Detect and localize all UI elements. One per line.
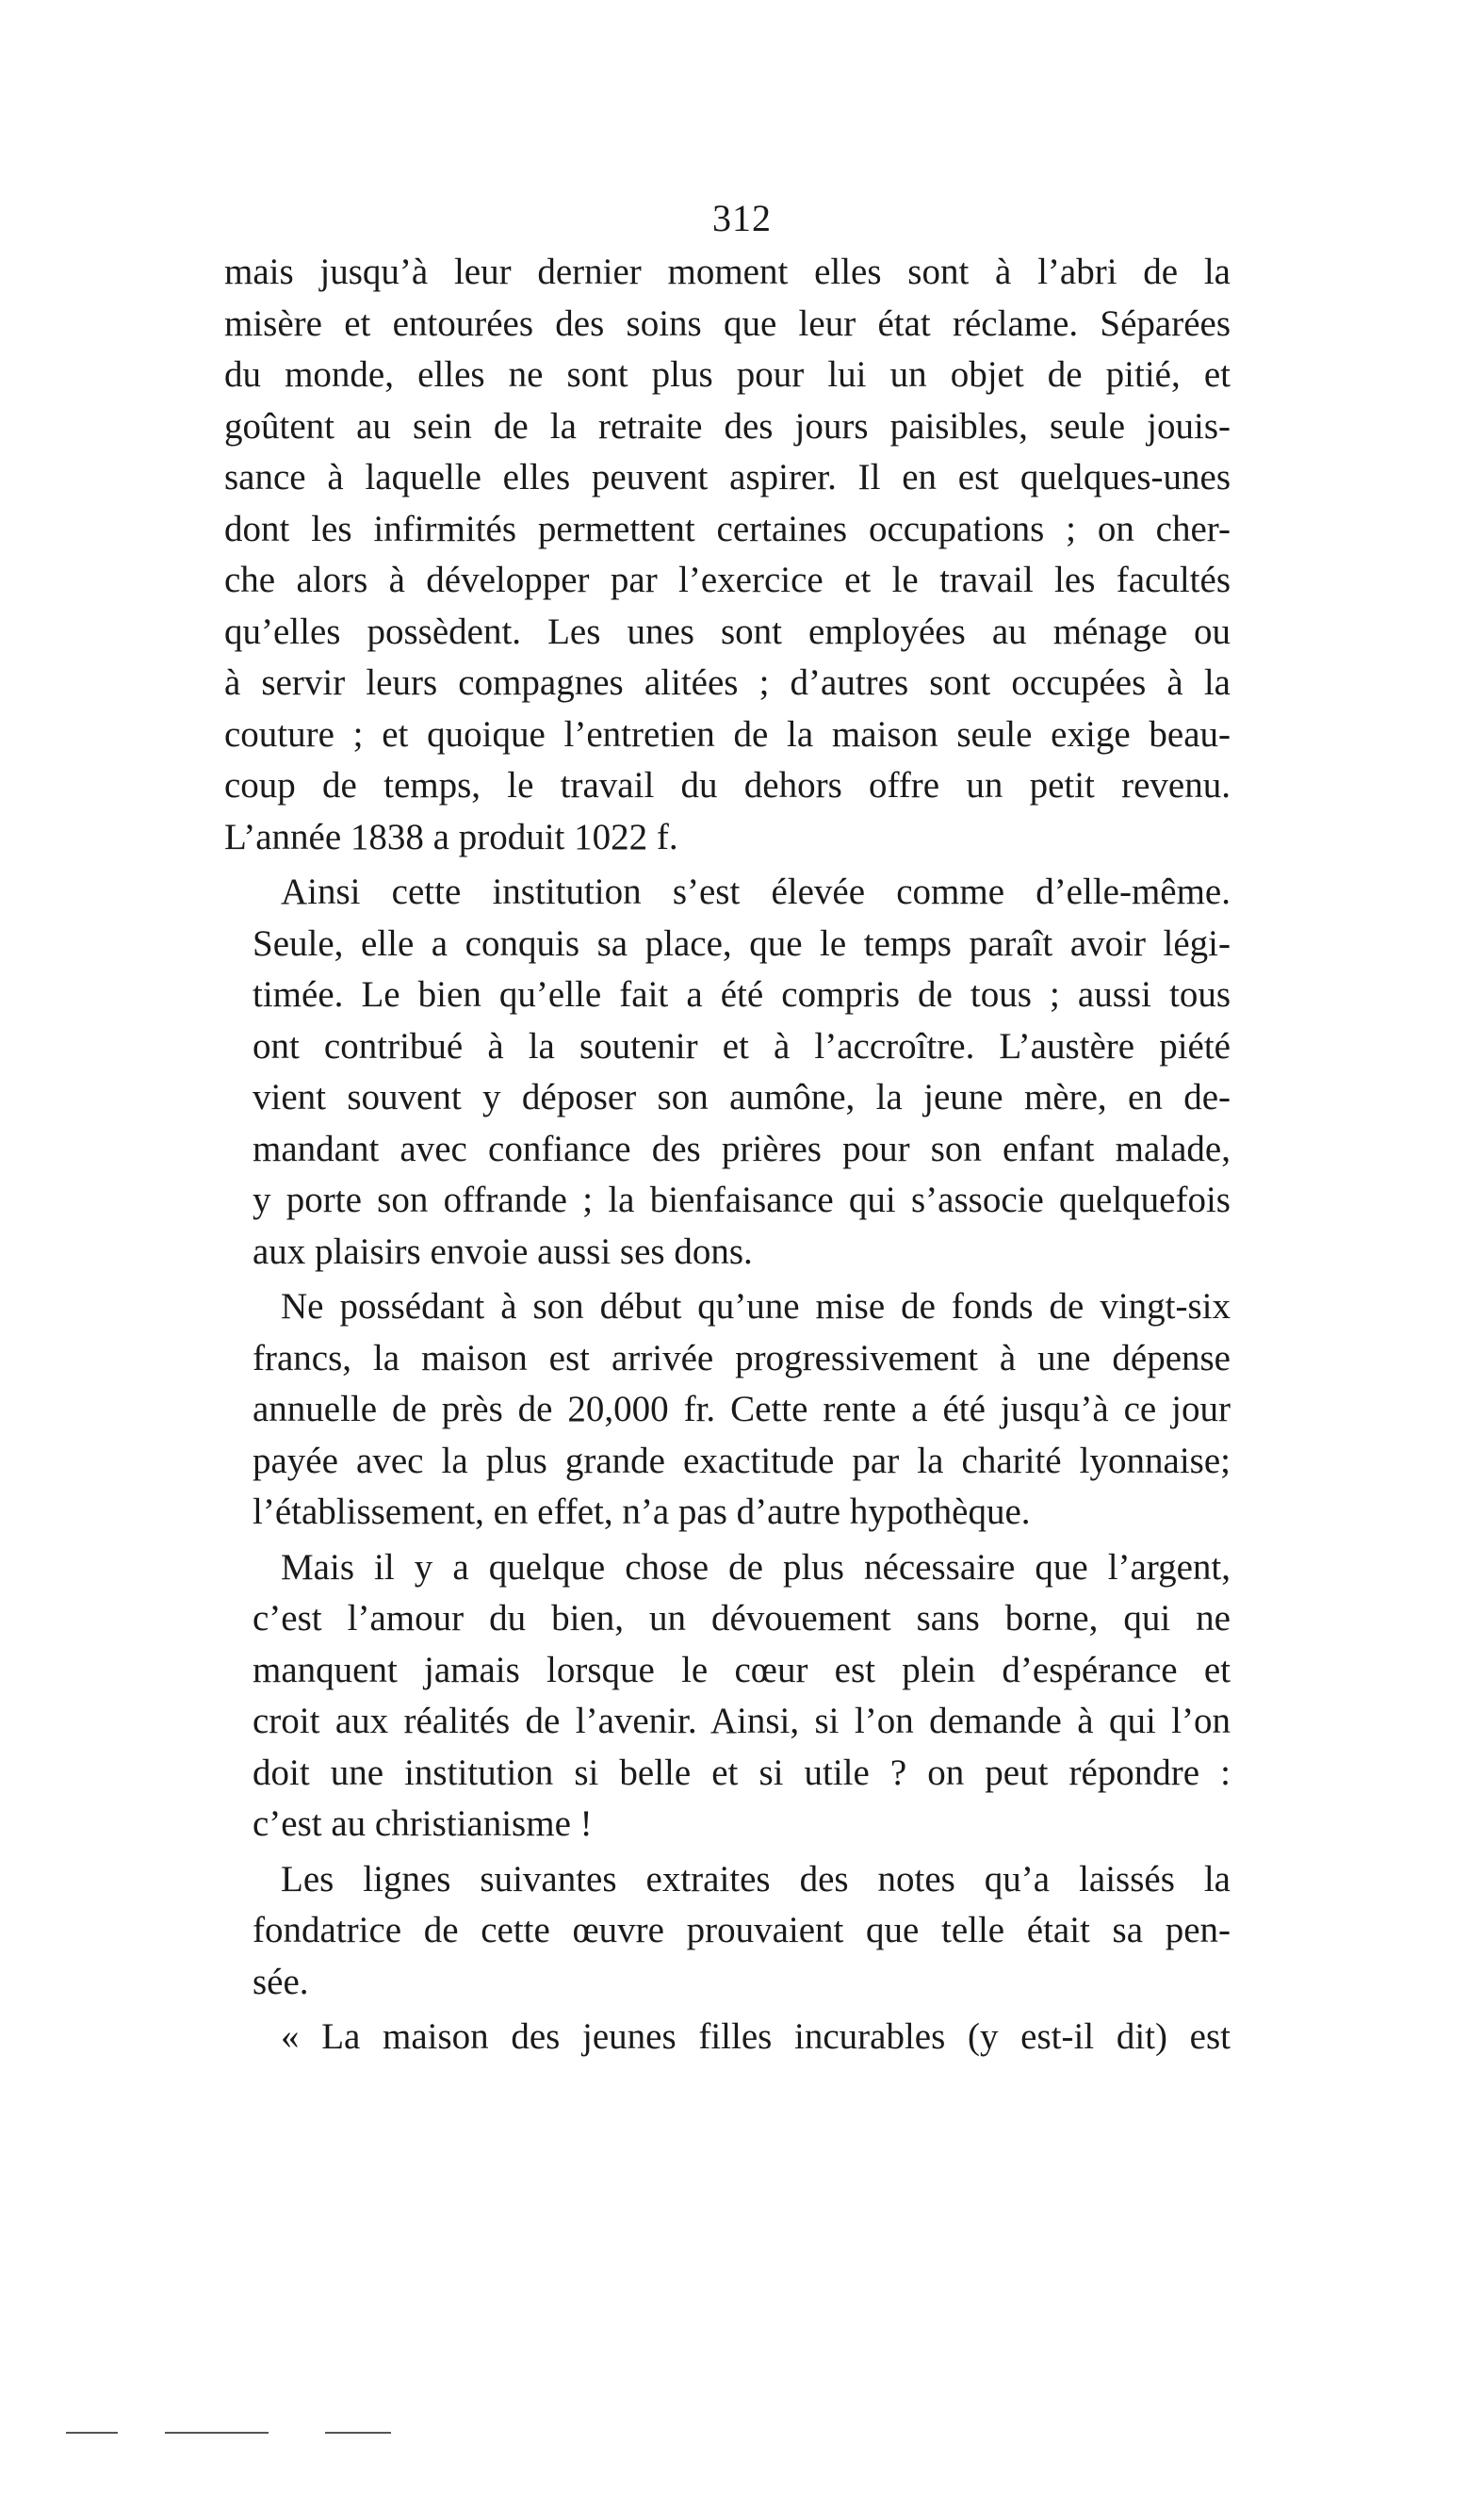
text-line: c’est au christianisme ! [253,1803,593,1844]
text-line: dont les infirmités permettent certaines occupations ; on cher- [224,508,1231,549]
text-line: vient souvent y déposer son aumône, la jeune mère, en de- [253,1077,1231,1117]
paragraph-3 [224,1281,1231,1539]
paragraph-1 [224,247,1231,863]
text-line: mandant avec confiance des prières pour son enfant malade, [253,1128,1231,1169]
text-line: mais jusqu’à leur dernier moment elles sont à l’abri de la [224,252,1231,292]
text-line: l’établissement, en effet, n’a pas d’autre hypothèque. [253,1492,1031,1532]
text-line: payée avec la plus grande exactitude par la charité lyonnaise; [253,1440,1231,1481]
text-line: c’est l’amour du bien, un dévouement sans borne, qui ne [253,1598,1231,1638]
text-line: Les lignes suivantes extraites des notes qu’a laissés la [281,1858,1231,1899]
text-line: ont contribué à la soutenir et à l’accroître. L’austère piété [253,1025,1231,1067]
text-line: che alors à développer par l’exercice et le travail les facultés [224,560,1231,600]
text-line: y porte son offrande ; la bienfaisance qui s’associe quelquefois [253,1180,1231,1220]
text-line: croit aux réalités de l’avenir. Ainsi, si l’on demande à qui l’on [253,1701,1231,1741]
text-line: aux plaisirs envoie aussi ses dons. [253,1231,753,1272]
text-line: L’année 1838 a produit 1022 f. [224,816,678,857]
page-number: 312 [712,197,772,239]
text-line: sée. [253,1961,309,2002]
text-line: goûtent au sein de la retraite des jours paisibles, seule jouis- [224,405,1231,447]
text-line: manquent jamais lorsque le cœur est plein d’espérance et [253,1649,1231,1690]
scan-edge-mark [165,2432,269,2434]
text-line: Ainsi cette institution s’est élevée comme d’elle-même. [281,872,1231,912]
text-line: doit une institution si belle et si utile ? on peut répondre : [253,1752,1231,1793]
text-line: à servir leurs compagnes alitées ; d’autres sont occupées à la [224,662,1231,703]
text-line: timée. Le bien qu’elle fait a été compris de tous ; aussi tous [253,974,1231,1015]
paragraph-2 [224,867,1231,1278]
text-line: qu’elles possèdent. Les unes sont employées au ménage ou [224,611,1231,652]
text-line: sance à laquelle elles peuvent aspirer. Il en est quelques-unes [224,457,1231,497]
text-line: Seule, elle a conquis sa place, que le temps paraît avoir légi- [253,922,1231,964]
text-line: fondatrice de cette œuvre prouvaient que telle était sa pen- [253,1910,1231,1950]
scan-edge-mark [66,2432,118,2434]
text-line: Mais il y a quelque chose de plus nécessaire que l’argent, [281,1546,1231,1588]
text-line: annuelle de près de 20,000 fr. Cette rente a été jusqu’à ce jour [253,1389,1231,1429]
text-line: Ne possédant à son début qu’une mise de fonds de vingt-six [281,1286,1231,1327]
paragraph-4 [224,1542,1231,1850]
scan-edge-mark [325,2432,391,2434]
text-line: « La maison des jeunes filles incurables (y est-il dit) est [281,2016,1231,2057]
text-line: coup de temps, le travail du dehors offre un petit revenu. [224,765,1231,806]
text-line: francs, la maison est arrivée progressivement à une dépense [253,1337,1231,1378]
paragraph-6 [224,2012,1231,2063]
paragraph-5 [224,1854,1231,2009]
text-line: misère et entourées des soins que leur état réclame. Séparées [224,302,1231,344]
text-line: du monde, elles ne sont plus pour lui un objet de pitié, et [224,354,1231,395]
body-text [224,247,1231,2067]
text-line: couture ; et quoique l’entretien de la maison seule exige beau- [224,713,1231,755]
